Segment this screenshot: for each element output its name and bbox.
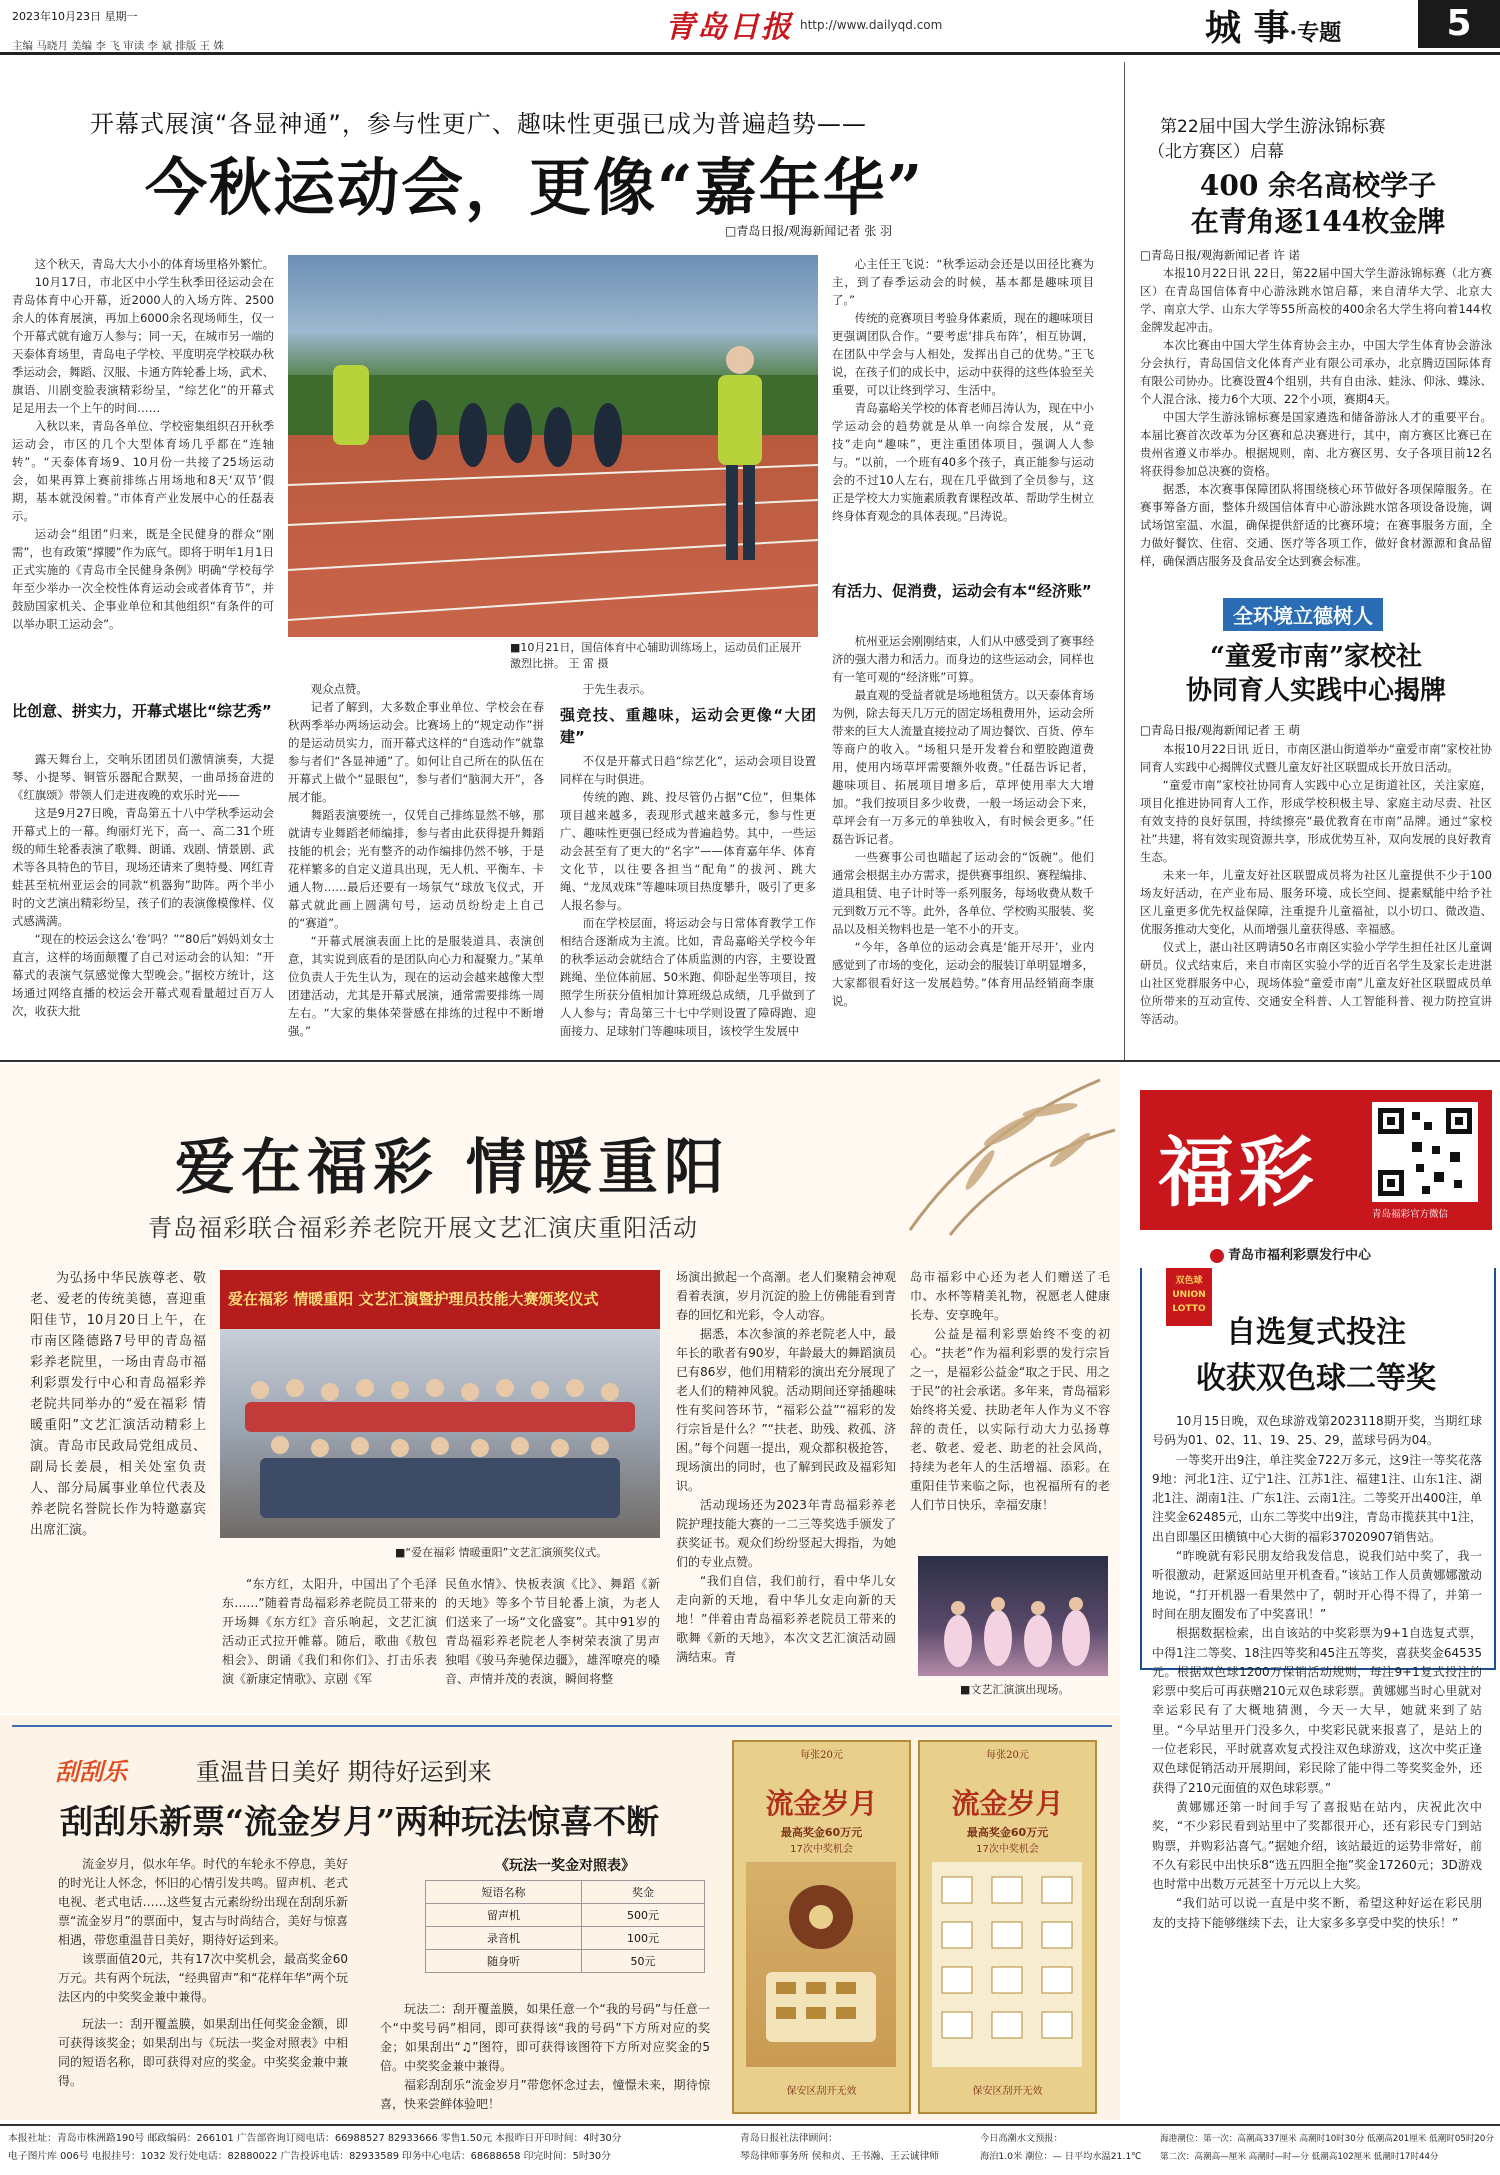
- table-cell: 500元: [581, 1904, 704, 1927]
- race-photo: [288, 255, 818, 637]
- fucai-logo-panel: [1140, 1090, 1492, 1230]
- column-divider: [1124, 62, 1125, 1062]
- fucai-col1: 为弘扬中华民族尊老、敬老、爱老的传统美德，喜迎重阳佳节，10月20日上午，在市南区隆德路7号甲的青岛福彩养老院里，一场由青岛市福利彩票发行中心和青岛福彩养老院共同举办的“爱在福彩 情暖重阳”文艺汇演活动精彩上演。青岛市民政局党组成员、副局长姜晨，相关处室负责人、部分局属事业单位代表及养老院名誉院长作为特邀嘉宾出席汇演。: [30, 1271, 206, 1538]
- side1-body: 本报10月22日讯 22日，第22届中国大学生游泳锦标赛（北方赛区）在青岛国信体育中心游泳跳水馆启幕，来自清华大学、北京大学、南京大学、山东大学等55所高校的400余名大学生将向着144枚金牌发起冲击。 本次比赛由中国大学生体育协会主办，中国大学生体育协会游泳分会执行，青岛国信文化体育产业有限公司承办，北京腾迈国际体育有限公司协办。比赛设置4个组别，共有自由泳、蛙泳、仰泳、蝶泳、个人混合泳、接力6个大项、22个小项，赛期4天。 中国大学生游泳锦标赛是国家遴选和储备游泳人才的重要平台。本届比赛首次改革为分区赛和总决赛进行，其中，南方赛区比赛已在贵州省遵义市举办。根据规则，南、北方赛区男、女子各项目前12名将获得参加总决赛的资格。 据悉，本次赛事保障团队将围绕核心环节做好各项保障服务。在赛事筹备方面，整体升级国信体育中心游泳跳水馆各项设备设施，调试场馆室温、水温，确保提供舒适的比赛环境；在赛事服务方面，全力做好餐饮、住宿、交通、医疗等各项工作，做好食材源源和食品留样，确保酒店服务及食品安全达到赛会标准。: [1140, 266, 1492, 568]
- fucai-col4: 场演出掀起一个高潮。老人们聚精会神观看着表演，岁月沉淀的脸上仿佛能看到青春的回忆和光彩，令人动容。 据悉，本次参演的养老院老人中，最年长的歌者有90岁，年龄最大的舞蹈演员已有86岁，他们用精彩的演出充分展现了老人们的精神风貌。活动期间还穿插趣味性有奖问答环节，“福彩公益”“福彩的发行宗旨是什么？”“扶老、助残、救孤、济困。”每个问题一提出，观众都积极抢答，现场演出的同时，也了解到民政及福彩知识。 活动现场还为2023年青岛福彩养老院护理技能大赛的一二三等奖选手颁发了获奖证书。观众们纷纷竖起大拇指，为她们的专业点赞。 “我们自信，我们前行，看中华儿女走向新的天地，看中华儿女走向新的天地！”伴着由青岛福彩养老院员工带来的歌舞《新的天地》，本次文艺汇演活动圆满结束。青: [676, 1270, 896, 1664]
- main-kicker: 开幕式展演“各显神通”，参与性更广、趣味性更强已成为普遍趋势——: [90, 110, 867, 138]
- fucai-caption-2: ■文艺汇演演出现场。: [960, 1683, 1070, 1696]
- table-cell: 50元: [581, 1950, 704, 1973]
- ssq-badge: 双色球 UNION LOTTO: [1166, 1268, 1212, 1326]
- qr-code[interactable]: [1372, 1102, 1478, 1202]
- page-number: 5: [1418, 0, 1500, 48]
- qr-code-icon: [1372, 1102, 1478, 1202]
- side2-body: 本报10月22日讯 近日，市南区湛山街道举办“童爱市南”家校社协同育人实践中心揭牌仪式暨儿童友好社区联盟成长开放日活动。 “童爱市南”家校社协同育人实践中心立足街道社区，关注家庭，项目化推进协同育人工作，形成学校积极主导、家庭主动尽责、社区有效支持的良好氛围，持续擦亮“最优教育在市南”品牌。通过“家校社”共建，将有效实现资源共享，形成优势互补，双向发展的良好教育生态。 未来一年，儿童友好社区联盟成员将为社区儿童提供不少于100场友好活动，在产业布局、服务环境、成长空间、提素赋能中给予社区儿童更多优先权益保障，注重提升儿童福祉，以小切口、微改造、优服务推动大变化，从而增强儿童获得感、幸福感。 仪式上，湛山社区聘请50名市南区实验小学学生担任社区儿童调研员。仪式结束后，来自市南区实验小学的近百名学生及家长走进湛山社区党群服务中心，现场体验“童爱市南”儿童友好社区联盟成员单位所带来的互动宣传、交通安全科普、人工智能科普、视力防控宣讲等活动。: [1140, 742, 1492, 1026]
- table-cell: 100元: [581, 1927, 704, 1950]
- footer-info: 本报社址：青岛市株洲路190号 邮政编码：266101 广告部咨询订阅电话：66988527 82933666 零售1.50元 本报昨日开印时间：4时30分 电子图片库 006号 电报挂号：1032 发行处电话：82880022 广告投诉电话：82933589 印务中心电话：68688658 印完时间：5时30分: [8, 2133, 622, 2162]
- ticket-title: 流金岁月: [765, 1787, 878, 1820]
- prize-table: [425, 1880, 705, 1973]
- ggl-table-title: 《玩法一奖金对照表》: [495, 1858, 635, 1874]
- lottery-ticket-1: [732, 1740, 911, 2114]
- footer-harbor: 海港潮位：第一次：高潮高337厘米 高潮时10时30分 低潮高201厘米 低潮时05时20分 第二次：高潮高—厘米 高潮时—时—分 低潮高102厘米 低潮时17时44分: [1160, 2134, 1494, 2162]
- footer-rule: [0, 2124, 1500, 2126]
- subhead-1: 比创意、拼实力，开幕式堪比“综艺秀”: [12, 702, 272, 720]
- side1-kicker: 第22届中国大学生游泳锦标赛 （北方赛区）启幕: [1148, 117, 1386, 162]
- race-photo-illustration: [288, 255, 818, 637]
- fucai-group-photo: [220, 1270, 660, 1538]
- side2-byline: □青岛日报/观海新闻记者 王 萌: [1140, 723, 1301, 737]
- ggl-kicker: 重温昔日美好 期待好运到来: [196, 1758, 492, 1786]
- main-col1: 这个秋天，青岛大大小小的体育场里格外繁忙。 10月17日，市北区中小学生秋季田径运动会在青岛体育中心开幕，近2000人的入场方阵、2500余人的体育展演，再加上6000余名现场师生，仅一个开幕式就有逾万人参与；同一天，在城市另一端的天泰体育场里，青岛电子学校、平度明亮学校联办秋季运动会，舞蹈、汉服、卡通方阵轮番上场，武术、旗语、川剧变脸表演精彩纷呈，“综艺化”的开幕式足足用去一个上午的时间…… 入秋以来，青岛各单位、学校密集组织召开秋季运动会，市区的几个大型体育场几乎都在“连轴转”。“天泰体育场9、10月份一共接了25场运动会，如果再算上赛前排练占用场地和8天‘双节’假期，基本就没闲着。”市体育产业发展中心的任磊表示。 运动会“组团”归来，既是全民健身的群众“刚需”，也有政策“撑腰”作为底气。即将于明年1月1日正式实施的《青岛市全民健身条例》明确“学校每学年至少举办一次全校性体育运动会或者体育节”，并鼓励国家机关、企事业单位和其他组织“有条件的可以举办职工运动会”。: [12, 257, 274, 631]
- photo-banner-text: 爱在福彩 情暖重阳 文艺汇演暨护理员技能大赛颁奖仪式: [228, 1290, 599, 1308]
- ticket-price: 每张20元: [800, 1750, 843, 1761]
- lottery-ticket-2: [918, 1740, 1097, 2114]
- ticket-title: 流金岁月: [951, 1787, 1064, 1820]
- subhead-2: 强竞技、重趣味，运动会更像“大团建”: [560, 706, 816, 746]
- ticket-chances: 17次中奖机会: [790, 1844, 853, 1855]
- fucai-caption-1: ■“爱在福彩 情暖重阳”文艺汇演颁奖仪式。: [395, 1546, 608, 1559]
- fucai-col3: 民鱼水情》、快板表演《比》、舞蹈《新的天地》等多个节目轮番上演，为老人们送来了一场“文化盛宴”。其中91岁的青岛福彩养老院老人李树荣表演了男声独唱《骏马奔驰保边疆》，雄浑嘹亮的嗓音、声情并茂的表演，瞬间将整: [445, 1577, 660, 1686]
- ticket-footer: 保安区刮开无效: [786, 2086, 857, 2097]
- table-cell: 录音机: [426, 1927, 582, 1950]
- table-head-phrase: 短语名称: [426, 1881, 582, 1904]
- performance-photo: [918, 1556, 1108, 1676]
- ticket-prize: 最高奖金60万元: [780, 1826, 863, 1839]
- section-divider: [0, 1060, 1500, 1062]
- main-byline: □青岛日报/观海新闻记者 张 羽: [725, 224, 893, 238]
- ggl-headline: 刮刮乐新票“流金岁月”两种玩法惊喜不断: [60, 1802, 659, 1841]
- ticket-price: 每张20元: [986, 1750, 1029, 1761]
- ticket-grid-icon: [932, 1862, 1082, 2067]
- side1-headline: 400 余名高校学子 在青角逐144枚金牌: [1190, 169, 1446, 238]
- table-cell: 留声机: [426, 1904, 582, 1927]
- editors-line: 主编 马晓月 美编 李 飞 审读 李 斌 排版 王 姝: [12, 40, 224, 52]
- ggl-intro: 流金岁月，似水年华。时代的车轮永不停息，美好的时光让人怀念，怀旧的心情引发共鸣。留声机、老式电视、老式电话……这些复古元素纷纷出现在刮刮乐新票“流金岁月”的票面中，复古与时尚结合，美好与惊喜相遇，带您重温昔日美好，期待好运到来。 该票面值20元，共有17次中奖机会，最高奖金60万元。共有两个玩法，“经典留声”和“花样年华”两个玩法区内的中奖奖金兼中兼得。: [58, 1857, 348, 2004]
- table-cell: 随身听: [426, 1950, 582, 1973]
- masthead-rule: [0, 52, 1500, 55]
- main-col1b: 露天舞台上，交响乐团团员们激情演奏，大提琴、小提琴、铜管乐器配合默契，一曲昂扬奋进的《红旗颂》带领人们走进夜晚的欢乐时光—— 这是9月27日晚，青岛第五十八中学秋季运动会开幕式上的一幕。绚丽灯光下，高一、高二31个班级的师生轮番表演了歌舞、朗诵、戏剧、情景剧、武术等各具特色的节目，现场还请来了奥特曼、网红青蛙甚至杭州亚运会的同款“机器狗”助阵。两个半小时的文艺演出精彩纷呈，孩子们的表演像模像样、仪式感满满。 “现在的校运会这么‘卷’吗？”“80后”妈妈刘女士直言，这样的场面颠覆了自己对运动会的认知：“开幕式的表演气氛感觉像大型晚会。”据校方统计，这场通过网络直播的校运会开幕式观看量超过百万人次，收获大批: [12, 752, 274, 1018]
- ticket-number-grid[interactable]: [932, 1862, 1082, 2067]
- main-col4b: 杭州亚运会刚刚结束，人们从中感受到了赛事经济的强大潜力和活力。而身边的这些运动会，同样也有一笔可观的“经济账”可算。 最直观的受益者就是场地租赁方。以天泰体育场为例，除去每天几万元的固定场租费用外，运动会所带来的巨大人流量直接拉动了周边餐饮、百货、停车等商户的收入。“场租只是开发着台和塑胶跑道费用，使用内场草坪需要额外收费。”任磊告诉记者，趣味项目、拓展项目增多后，草坪使用率大大增加。“我们按项目多少收费，一般一场运动会下来，草坪会有一万多元的单独收入，有时候会更多。”任磊告诉记者。 一些赛事公司也瞄起了运动会的“饭碗”。他们通常会根据主办方需求，提供赛事组织、赛程编排、道具租赁、电子计时等一系列服务，每场收费从数千元到数万元不等。此外，各单位、学校购买服装、奖品以及相关物料也是一笔不小的开支。 “今年，各单位的运动会真是‘能开尽开’，业内感觉到了市场的变化，运动会的服装订单明显增多，大家都很看好这一发展趋势。”体育用品经销商李康说。: [832, 634, 1094, 1008]
- ticket-chances: 17次中奖机会: [976, 1844, 1039, 1855]
- fucai-col2: “东方红，太阳升，中国出了个毛泽东……”随着青岛福彩养老院员工带来的开场舞《东方红》音乐响起，文艺汇演活动正式拉开帷幕。随后，歌曲《敖包相会》、朗诵《我们和你们》、打击乐表演《新康定情歌》、京剧《军: [222, 1577, 437, 1686]
- ssq-body: 10月15日晚，双色球游戏第2023118期开奖，当期红球号码为01、02、11、19、25、29，蓝球号码为04。 一等奖开出9注，单注奖金722万多元，这9注一等奖花落9地：河北1注、辽宁1注、江苏1注、福建1注、山东1注、湖北1注、湖南1注、广东1注、云南1注。二等奖开出400注，单注奖金62485元，山东二等奖中出9注，青岛市揽获其中1注，出自即墨区田横镇中心大街的福彩37020907销售站。 “昨晚就有彩民朋友给我发信息，说我们站中奖了，我一听很激动，赶紧返回站里开机查看。”该站工作人员黄娜娜激动地说，“打开机器一看果然中了，朝时开心得不得了，并第一时间在朋友圈发布了中奖喜讯！” 根据数据检索，出自该站的中奖彩票为9+1自选复式票，中得1注二等奖、18注四等奖和45注五等奖，喜获奖金64535元。根据双色球1200万保销活动规则，每注9+1复式投注的彩票中奖后可再获赠210元双色球彩票。黄娜娜当时心里就对幸运彩民有了大概地猜测，今天一大早，她就来到了站里。“今早站里开门没多久，中奖彩民就来报喜了，是站上的一位老彩民，平时就喜欢复式投注双色球游戏，这次中奖正逢双色球促销活动开展期间，彩民除了能中得二等奖奖金外，还获得了210元面值的双色球彩票。” 黄娜娜还第一时间手写了喜报贴在站内，庆祝此次中奖，“不少彩民看到站里中了奖都很开心，还有彩民专门到站购票，并购彩沾喜气。”据她介绍，该站最近的运势非常好，前不久有彩民中出快乐8“选五四胆全拖”奖金17260元；3D游戏也时常中出数万元甚至十万元以上大奖。 “我们站可以说一直是中奖不断，希望这种好运在彩民朋友的支持下能够继续下去，让大家多多享受中奖的快乐！”: [1152, 1414, 1482, 1930]
- bamboo-decoration: [890, 1070, 1120, 1240]
- fucai-subtitle: 青岛福彩联合福彩养老院开展文艺汇演庆重阳活动: [148, 1214, 698, 1242]
- race-photo-caption: ■10月21日，国信体育中心辅助训练场上，运动员们正展开激烈比拼。 王 雷 摄: [510, 641, 802, 670]
- issue-date: 2023年10月23日 星期一: [12, 10, 138, 23]
- side1-byline: □青岛日报/观海新闻记者 许 诺: [1140, 248, 1301, 262]
- ggl-top-rule: [12, 1725, 1112, 1727]
- ggl-play2: 玩法二：刮开覆盖膜，如果任意一个“我的号码”与任意一个“中奖号码”相同，即可获得该“我的号码”下方所对应的奖金；如果刮出“♫”图符，即可获得该图符下方所对应奖金的5倍。中奖奖金兼中兼得。 福彩刮刮乐“流金岁月”带您怀念过去，憧憬未来，期待惊喜，快来尝鲜体验吧！: [380, 2002, 710, 2111]
- footer-legal: 青岛日报社法律顾问： 琴岛律师事务所 侯和贞、王书瀚、王云诚律师: [740, 2133, 940, 2162]
- main-col2: 观众点赞。 记者了解到，大多数企事业单位、学校会在春秋两季举办两场运动会。比赛场上的“规定动作”拼的是运动员实力，而开幕式这样的“自选动作”就靠参与者们“各显神通”了。如何让自己所在的队伍在开幕式上做个“显眼包”，参与者们“脑洞大开”，各展才能。 舞蹈表演要统一，仅凭自己排练显然不够，那就请专业舞蹈老师编排，参与者由此获得提升舞蹈技能的机会；光有整齐的动作编排仍然不够，于是花样繁多的自定义道具出现，无人机、平衡车、卡通人物……最后还要有一场氛气“球放飞仪式，开幕式就此画上圆满句号，运动员纷纷走上自己的“赛道”。 “开幕式展演表面上比的是服装道具、表演创意，其实说到底看的是团队向心力和凝聚力。”某单位负责人于先生认为，现在的运动会越来越像大型团建活动，尤其是开幕式展演，通常需要排练一周左右。“大家的集体荣誉感在排练的过程中不断增强。”: [288, 682, 544, 1038]
- main-headline: 今秋运动会，更像“嘉年华”: [145, 151, 925, 224]
- main-col3: 于先生表示。 强竞技、重趣味，运动会更像“大团建” 不仅是开幕式日趋“综艺化”，运动会项目设置同样在与时俱进。 传统的跑、跳、投尽管仍占据“C位”，但集体项目越来越多，表现形式越来越多元，参与性更广、趣味性更强已经成为普遍趋势。其中，一些运动会甚至有了更大的“名字”——体育嘉年华、体育文化节，以往要各担当“配角”的拔河、跳大绳、“龙凤戏珠”等趣味项目热度攀升，吸引了更多人报名参与。 而在学校层面，将运动会与日常体育教学工作相结合逐渐成为主流。比如，青岛嘉峪关学校今年的秋季运动会就结合了体质监测的内容，主要设置跳绳、坐位体前屈、50米跑、仰卧起坐等项目，按照学生所获分值相加计算班级总成绩，几乎做到了人人参与；青岛第三十七中学则设置了障碍跑、迎面接力、足球射门等趣味项目，该校学生发展中: [560, 682, 816, 1038]
- fucai-headline: 爱在福彩 情暖重阳: [175, 1133, 730, 1203]
- ticket-art-icon: [746, 1862, 896, 2067]
- center-name: 青岛市福利彩票发行中心: [1210, 1244, 1371, 1263]
- table-head-prize: 奖金: [581, 1881, 704, 1904]
- paper-logo: 青岛日报: [665, 10, 793, 45]
- fucai-col5: 岛市福彩中心还为老人们赠送了毛巾、水杯等精美礼物，祝愿老人健康长寿、安享晚年。 公益是福利彩票始终不变的初心。“扶老”作为福利彩票的发行宗旨之一，是福彩公益金“取之于民、用之于民”的社会承诺。多年来，青岛福彩始终将关爱、扶助老年人作为义不容辞的责任，以实际行动大力弘扬尊老、敬老、爱老、助老的社会风尚，持续为老年人的生活增福、添彩。在重阳佳节来临之际，也祝福所有的老人们节日快乐，幸福安康！: [910, 1270, 1110, 1512]
- ggl-play1: 玩法一：刮开覆盖膜，如果刮出任何奖金金额，即可获得该奖金；如果刮出与《玩法一奖金对照表》中相同的短语名称，即可获得对应的奖金。中奖奖金兼中兼得。: [58, 2017, 348, 2088]
- fucai-logo: 福彩: [1158, 1128, 1318, 1217]
- ggl-logo: 刮刮乐: [55, 1757, 127, 1786]
- performance-illustration: [918, 1556, 1108, 1676]
- subhead-3: 有活力、促消费，运动会有本“经济账”: [832, 582, 1092, 600]
- side2-headline: “童爱市南”家校社 协同育人实践中心揭牌: [1185, 642, 1446, 706]
- paper-url: http://www.dailyqd.com: [800, 18, 943, 32]
- ticket-footer: 保安区刮开无效: [972, 2086, 1043, 2097]
- main-col4: 心主任王飞说：“秋季运动会还是以田径比赛为主，到了春季运动会的时候，基本都是趣味项目了。” 传统的竞赛项目考验身体素质，现在的趣味项目更强调团队合作。“要考虑‘排兵布阵’，相互协调，在团队中学会与人相处，发挥出自己的优势。”王飞说，在孩子们的成长中，运动中获得的这些体验至关重要，可以让终到学习、生活中。 青岛嘉峪关学校的体育老师吕涛认为，现在中小学运动会的趋势就是从单一向综合发展，从“竞技”走向“趣味”，更注重团体项目，强调人人参与。“以前，一个班有40多个孩子，真正能参与运动会的不过10人左右，现在几乎做到了全员参与，这正是学校大力实施素质教育课程改革、帮助学生树立终身体育观念的具体表现。”吕涛说。: [832, 257, 1094, 523]
- side2-banner: 全环境立德树人: [1223, 598, 1383, 631]
- group-photo-illustration: [220, 1270, 660, 1538]
- footer-tide: 今日高潮水文预报： 海泊1.0米 潮位：— 日平均水温21.1℃: [980, 2133, 1142, 2162]
- qr-caption: 青岛福彩官方微信: [1372, 1209, 1449, 1220]
- ticket-scratch-area[interactable]: [746, 1862, 896, 2067]
- ticket-prize: 最高奖金60万元: [966, 1826, 1049, 1839]
- section-title: 城 事·专题: [1205, 7, 1342, 49]
- fucai-emblem-icon: [1210, 1249, 1224, 1263]
- ssq-headline: 自选复式投注 收获双色球二等奖: [1196, 1315, 1436, 1396]
